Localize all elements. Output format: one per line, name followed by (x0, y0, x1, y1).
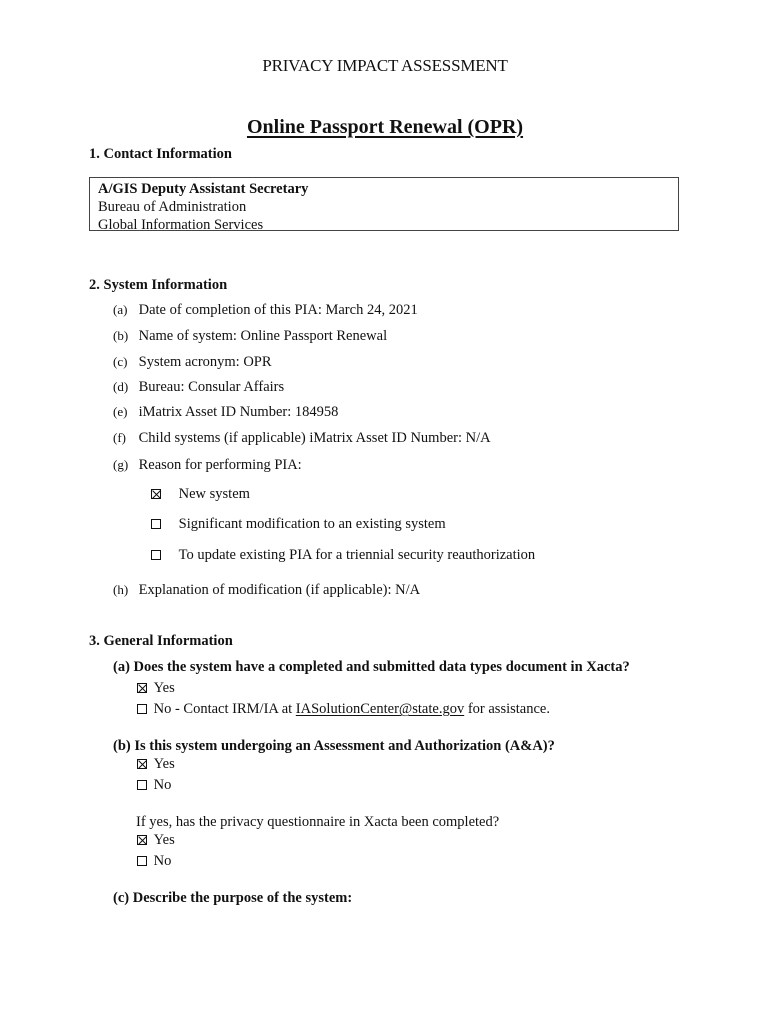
option-label: Yes (153, 680, 175, 696)
document-title: PRIVACY IMPACT ASSESSMENT (262, 56, 508, 75)
option-label: No - Contact IRM/IA at (153, 701, 296, 717)
item-text: Child systems (if applicable) iMatrix Asset ID Number: N/A (138, 430, 491, 446)
question-a-no (137, 701, 550, 718)
option-label: Yes (153, 832, 175, 848)
system-info-item-a (113, 302, 418, 319)
system-info-item-b (113, 328, 387, 345)
item-text: Explanation of modification (if applicable): N/A (138, 582, 421, 598)
reason-new-system (151, 486, 250, 503)
system-info-item-d (113, 379, 284, 396)
item-text: Bureau: Consular Affairs (138, 379, 285, 395)
question-b-followup: If yes, has the privacy questionnaire in Xacta been completed? (136, 814, 500, 830)
checked-checkbox-icon[interactable] (137, 759, 147, 769)
unchecked-checkbox-icon[interactable] (137, 856, 147, 866)
system-info-item-e (113, 404, 338, 421)
item-label: (d) (113, 379, 129, 394)
unchecked-checkbox-icon[interactable] (151, 519, 161, 529)
item-label: (a) (113, 302, 128, 317)
question-b-yes (137, 756, 175, 773)
checked-checkbox-icon[interactable] (151, 489, 161, 499)
item-text: Date of completion of this PIA: March 24, 2021 (138, 302, 418, 318)
item-text: System acronym: OPR (138, 354, 272, 370)
followup-no (137, 853, 171, 870)
contact-info-box (89, 177, 679, 231)
question-c: (c) Describe the purpose of the system: (113, 890, 353, 906)
option-label-suffix: for assistance. (464, 701, 550, 717)
reason-significant-modification (151, 516, 446, 533)
reason-label: New system (178, 486, 250, 502)
question-a: (a) Does the system have a completed and submitted data types document in Xacta? (113, 659, 630, 675)
item-label: (b) (113, 328, 129, 343)
contact-line-title: A/GIS Deputy Assistant Secretary (98, 181, 309, 197)
item-text: iMatrix Asset ID Number: 184958 (138, 404, 339, 420)
contact-line-office: Global Information Services (98, 217, 264, 233)
section-3-heading: 3. General Information (89, 633, 233, 649)
option-label: No (153, 777, 172, 793)
item-label: (c) (113, 354, 128, 369)
checked-checkbox-icon[interactable] (137, 683, 147, 693)
system-info-item-h (113, 582, 420, 599)
reason-label: To update existing PIA for a triennial security reauthorization (178, 547, 536, 563)
section-1-heading: 1. Contact Information (89, 146, 232, 162)
system-info-item-f (113, 430, 491, 447)
question-b: (b) Is this system undergoing an Assessment and Authorization (A&A)? (113, 738, 555, 754)
unchecked-checkbox-icon[interactable] (137, 780, 147, 790)
system-info-item-g (113, 457, 302, 474)
document-subtitle: Online Passport Renewal (OPR) (246, 116, 524, 138)
reason-triennial-update (151, 547, 535, 564)
followup-yes (137, 832, 175, 849)
item-label: (f) (113, 430, 126, 445)
unchecked-checkbox-icon[interactable] (151, 550, 161, 560)
question-b-no (137, 777, 171, 794)
contact-line-bureau: Bureau of Administration (98, 199, 247, 215)
item-label: (h) (113, 582, 129, 597)
email-link[interactable]: IASolutionCenter@state.gov (295, 701, 465, 717)
section-2-heading: 2. System Information (89, 277, 228, 293)
option-label: No (153, 853, 172, 869)
item-label: (e) (113, 404, 128, 419)
item-label: (g) (113, 457, 129, 472)
system-info-item-c (113, 354, 272, 371)
item-text: Name of system: Online Passport Renewal (138, 328, 388, 344)
reason-label: Significant modification to an existing system (178, 516, 446, 532)
unchecked-checkbox-icon[interactable] (137, 704, 147, 714)
checked-checkbox-icon[interactable] (137, 835, 147, 845)
item-text: Reason for performing PIA: (138, 457, 302, 473)
question-a-yes (137, 680, 175, 697)
option-label: Yes (153, 756, 175, 772)
